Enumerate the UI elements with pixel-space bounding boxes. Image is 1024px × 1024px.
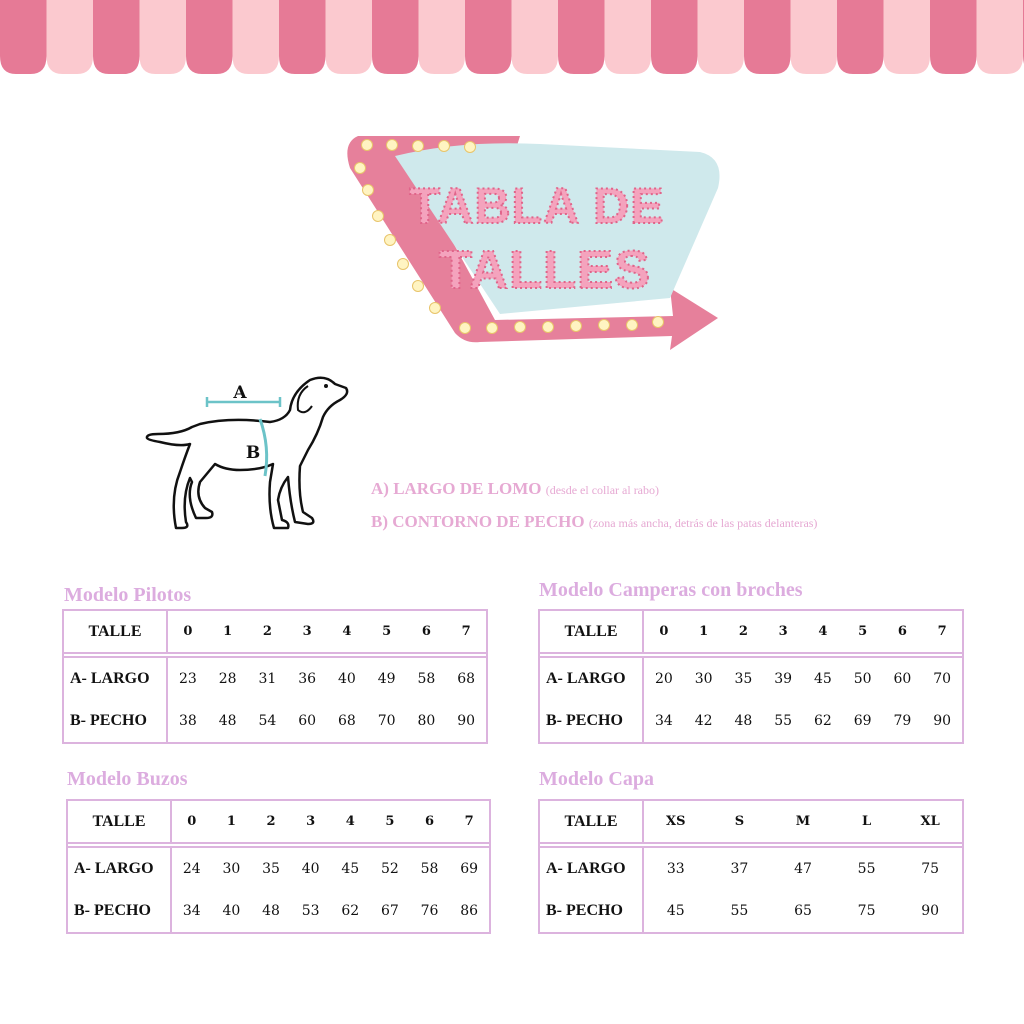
size-header-cell: 6 (897, 624, 907, 639)
sign-bulb (627, 320, 638, 331)
sign-bulb (430, 303, 441, 314)
size-header-cell: M (795, 814, 811, 829)
sign-bulb (385, 235, 396, 246)
row-label-cell: B- PECHO (68, 890, 172, 932)
value-cell: 80 (417, 713, 436, 729)
table-row (540, 846, 962, 890)
value-cell: 69 (460, 861, 479, 877)
table-row (64, 656, 486, 700)
value-cell: 90 (457, 713, 476, 729)
awning-stripe (0, 0, 47, 74)
value-cell: 90 (921, 903, 940, 919)
size-header-cell: 1 (223, 624, 233, 639)
value-cell: 36 (298, 671, 317, 687)
row-label-cell: A- LARGO (540, 658, 644, 700)
size-header-cell: 0 (659, 624, 669, 639)
sign-bulb (487, 323, 498, 334)
sign-bulb (413, 281, 424, 292)
measure-label-b: B (245, 443, 261, 463)
awning-stripe (326, 0, 373, 74)
value-cell: 31 (258, 671, 277, 687)
dog-eye (324, 384, 328, 388)
value-cell: 49 (377, 671, 396, 687)
table-row (540, 656, 962, 700)
value-cell: 55 (730, 903, 749, 919)
awning-stripe (884, 0, 931, 74)
size-header-cell: 6 (421, 624, 431, 639)
awning-stripe (977, 0, 1024, 74)
size-header-cell: 2 (738, 624, 748, 639)
row-label-cell: B- PECHO (540, 700, 644, 742)
table-header-row (540, 799, 962, 844)
size-header-cell: 4 (818, 624, 828, 639)
value-cell: 47 (794, 861, 812, 877)
sign-bulb (515, 322, 526, 333)
value-cell: 79 (893, 713, 912, 729)
value-cell: 70 (933, 671, 952, 687)
size-header-cell: 0 (187, 814, 197, 829)
value-cell: 24 (182, 861, 201, 877)
awning-stripe (558, 0, 605, 74)
value-cell: 30 (222, 861, 241, 877)
awning-stripe (837, 0, 884, 74)
awning-stripe (512, 0, 559, 74)
legend-note: (desde el collar al rabo) (545, 483, 660, 497)
value-cell: 45 (813, 671, 832, 687)
size-header-cell: 7 (464, 814, 474, 829)
value-cell: 70 (377, 713, 396, 729)
size-header-cell: 5 (382, 624, 392, 639)
model-title: Modelo Capa (539, 768, 654, 790)
value-cell: 45 (341, 861, 360, 877)
measure-label-a: A (233, 383, 247, 403)
table-row (540, 700, 962, 744)
sign-title-line1: TABLA DE (409, 178, 665, 234)
value-cell: 48 (262, 903, 280, 919)
size-header-cell: 5 (385, 814, 395, 829)
size-table (66, 799, 491, 934)
value-cell: 23 (178, 671, 197, 687)
dog-measurement-diagram (140, 372, 355, 537)
sign-bulb (439, 141, 450, 152)
model-title: Modelo Buzos (67, 768, 188, 790)
size-table (538, 799, 964, 934)
table-row (68, 846, 489, 890)
value-cell: 76 (420, 903, 439, 919)
size-header-cell: XL (920, 814, 940, 829)
value-cell: 40 (337, 671, 356, 687)
header-label-cell: TALLE (540, 801, 644, 842)
value-cell: 35 (262, 861, 280, 877)
sign-bulb (387, 140, 398, 151)
row-label-cell: A- LARGO (64, 658, 168, 700)
sign-bulb (465, 142, 476, 153)
value-cell: 67 (381, 903, 399, 919)
value-cell: 55 (774, 713, 793, 729)
value-cell: 68 (457, 671, 476, 687)
sign-bulb (355, 163, 366, 174)
awning-stripe (372, 0, 419, 74)
measurement-legend (371, 480, 1011, 546)
legend-item-b (371, 513, 1011, 532)
size-header-cell: 2 (266, 814, 276, 829)
size-header-cell: 3 (302, 624, 312, 639)
sign-bulb (398, 259, 409, 270)
awning-stripe (791, 0, 838, 74)
awning-stripe (698, 0, 745, 74)
legend-item-a (371, 480, 1011, 499)
table-row (68, 890, 489, 934)
value-cell: 65 (794, 903, 812, 919)
value-cell: 48 (734, 713, 753, 729)
value-cell: 40 (222, 903, 241, 919)
size-header-cell: 1 (226, 814, 236, 829)
row-label-cell: B- PECHO (64, 700, 168, 742)
value-cell: 55 (857, 861, 876, 877)
header-label-cell: TALLE (64, 611, 168, 652)
awning-stripe (233, 0, 280, 74)
table-row (64, 700, 486, 744)
value-cell: 42 (694, 713, 713, 729)
awning-stripe (605, 0, 652, 74)
value-cell: 86 (460, 903, 479, 919)
size-header-cell: 3 (306, 814, 316, 829)
model-title: Modelo Pilotos (64, 584, 192, 606)
size-header-cell: 4 (345, 814, 355, 829)
value-cell: 20 (654, 671, 673, 687)
value-cell: 37 (730, 861, 749, 877)
value-cell: 34 (182, 903, 201, 919)
awning-stripe (47, 0, 94, 74)
size-header-cell: 0 (183, 624, 193, 639)
size-header-cell: 7 (937, 624, 947, 639)
sign-bulb (543, 322, 554, 333)
awning-stripe (744, 0, 791, 74)
value-cell: 62 (341, 903, 360, 919)
value-cell: 69 (853, 713, 872, 729)
awning-stripe (140, 0, 187, 74)
awning-stripe (186, 0, 233, 74)
size-header-cell: 2 (262, 624, 272, 639)
size-header-cell: XS (666, 814, 686, 829)
value-cell: 60 (298, 713, 317, 729)
sign-bulb (460, 323, 471, 334)
value-cell: 33 (666, 861, 685, 877)
size-header-cell: L (862, 814, 872, 829)
row-label-cell: B- PECHO (540, 890, 644, 932)
value-cell: 90 (933, 713, 952, 729)
value-cell: 60 (893, 671, 912, 687)
legend-note: (zona más ancha, detrás de las patas delanteras) (588, 516, 818, 530)
awning-stripe (279, 0, 326, 74)
table-header-row (68, 799, 489, 844)
sign-title-line2: TALLES (439, 240, 651, 300)
value-cell: 68 (337, 713, 356, 729)
awning-banner (0, 0, 1024, 80)
value-cell: 62 (813, 713, 832, 729)
value-cell: 58 (417, 671, 436, 687)
table-header-row (64, 609, 486, 654)
value-cell: 45 (666, 903, 685, 919)
value-cell: 50 (853, 671, 872, 687)
value-cell: 39 (774, 671, 793, 687)
size-header-cell: 6 (425, 814, 435, 829)
awning-stripe (465, 0, 512, 74)
size-header-cell: 3 (778, 624, 788, 639)
sign-bulb (363, 185, 374, 196)
value-cell: 48 (218, 713, 237, 729)
sign-bulb (571, 321, 582, 332)
value-cell: 38 (178, 713, 197, 729)
value-cell: 35 (734, 671, 753, 687)
size-header-cell: 4 (342, 624, 352, 639)
legend-label: B) CONTORNO DE PECHO (371, 512, 585, 531)
value-cell: 34 (654, 713, 673, 729)
size-header-cell: 5 (858, 624, 868, 639)
sign-bulb (599, 320, 610, 331)
sign-bulb (413, 141, 424, 152)
value-cell: 52 (381, 861, 399, 877)
value-cell: 28 (218, 671, 237, 687)
size-table (62, 609, 488, 744)
awning-stripe (651, 0, 698, 74)
marquee-sign (340, 128, 730, 353)
legend-label: A) LARGO DE LOMO (371, 479, 542, 498)
table-row (540, 890, 962, 934)
awning-stripe (930, 0, 977, 74)
awning-stripe (93, 0, 140, 74)
size-header-cell: S (734, 814, 745, 829)
header-label-cell: TALLE (540, 611, 644, 652)
row-label-cell: A- LARGO (540, 848, 644, 890)
table-header-row (540, 609, 962, 654)
value-cell: 58 (420, 861, 439, 877)
model-title: Modelo Camperas con broches (539, 579, 803, 601)
awning-stripe (419, 0, 466, 74)
value-cell: 75 (921, 861, 940, 877)
value-cell: 30 (694, 671, 713, 687)
sign-bulb (362, 140, 373, 151)
sign-bulb (653, 317, 664, 328)
value-cell: 54 (258, 713, 277, 729)
size-header-cell: 7 (461, 624, 471, 639)
sign-bulb (373, 211, 384, 222)
size-table (538, 609, 964, 744)
row-label-cell: A- LARGO (68, 848, 172, 890)
value-cell: 53 (301, 903, 320, 919)
value-cell: 75 (857, 903, 876, 919)
size-header-cell: 1 (699, 624, 709, 639)
header-label-cell: TALLE (68, 801, 172, 842)
value-cell: 40 (301, 861, 320, 877)
